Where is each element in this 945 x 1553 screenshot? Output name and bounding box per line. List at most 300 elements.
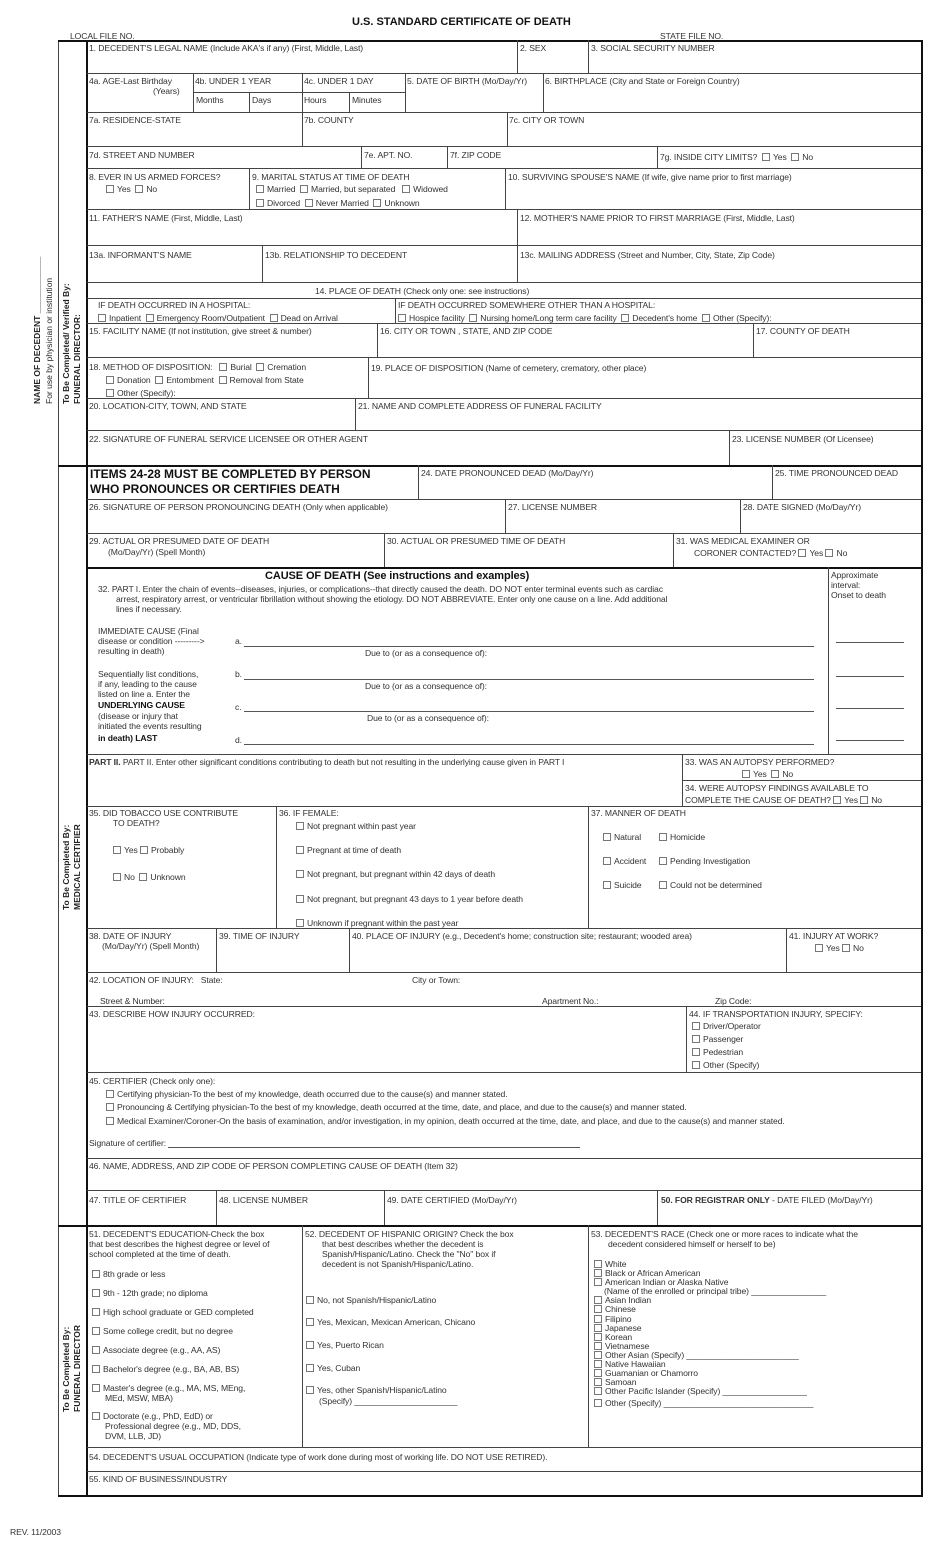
- checkbox[interactable]: [603, 833, 611, 841]
- rule: [786, 928, 787, 972]
- rule: [517, 40, 518, 73]
- rule: [87, 972, 921, 973]
- checkbox[interactable]: [92, 1289, 100, 1297]
- checkbox[interactable]: [92, 1365, 100, 1373]
- field-14-other: IF DEATH OCCURRED SOMEWHERE OTHER THAN A HOSPITAL:: [398, 300, 656, 310]
- rule: [349, 92, 350, 112]
- checkbox[interactable]: [594, 1351, 602, 1359]
- field-46-label: 46. NAME, ADDRESS, AND ZIP CODE OF PERSON COMPLETING CAUSE OF DEATH (Item 32): [89, 1161, 458, 1171]
- checkbox[interactable]: [833, 796, 841, 804]
- checkbox[interactable]: [659, 857, 667, 865]
- transport-other: Other (Specify): [692, 1060, 759, 1070]
- checkbox[interactable]: [771, 770, 779, 778]
- rule: [87, 282, 921, 283]
- rule: [87, 168, 921, 169]
- checkbox[interactable]: [106, 185, 114, 193]
- transport-pedestrian: Pedestrian: [692, 1047, 743, 1057]
- checkbox[interactable]: [256, 199, 264, 207]
- checkbox[interactable]: [621, 314, 629, 322]
- checkbox[interactable]: [742, 770, 750, 778]
- transport-passenger: Passenger: [692, 1034, 743, 1044]
- race-black: Black or African American: [594, 1269, 826, 1278]
- manner-cnbd: Could not be determined: [659, 880, 762, 890]
- rule: [87, 146, 921, 147]
- hispanic-5-sub: (Specify) ______________________: [319, 1396, 458, 1406]
- race-japanese: Japanese: [594, 1324, 826, 1333]
- checkbox[interactable]: [594, 1296, 602, 1304]
- field-7a-label: 7a. RESIDENCE-STATE: [89, 115, 181, 125]
- rule: [588, 40, 589, 73]
- field-9-row1: Married Married, but separated Widowed: [256, 184, 448, 194]
- revision-label: REV. 11/2003: [10, 1527, 61, 1537]
- field-31-sub: CORONER CONTACTED? Yes No: [694, 548, 848, 558]
- checkbox[interactable]: [106, 389, 114, 397]
- rule: [673, 533, 674, 567]
- checkbox[interactable]: [825, 549, 833, 557]
- race-other-pacific: Other Pacific Islander (Specify) __________________: [594, 1387, 826, 1396]
- line-d-input[interactable]: [244, 744, 814, 745]
- checkbox[interactable]: [594, 1387, 602, 1395]
- rule: [249, 168, 250, 209]
- manner-homicide: Homicide: [659, 832, 705, 842]
- sequential-6: initiated the events resulting: [98, 721, 202, 731]
- field-3-label: 3. SOCIAL SECURITY NUMBER: [591, 43, 715, 53]
- rule: [249, 92, 250, 112]
- rule: [368, 357, 369, 398]
- checkbox[interactable]: [92, 1346, 100, 1354]
- field-37-label: 37. MANNER OF DEATH: [591, 808, 686, 818]
- checkbox[interactable]: [594, 1333, 602, 1341]
- certifier-me-coroner: Medical Examiner/Coroner-On the basis of examination, and/or investigation, in my opinion, death occurred at the time, date, and place, and due to the cause(s) and manner stated.: [106, 1116, 785, 1126]
- rule: [87, 1471, 921, 1472]
- field-23-label: 23. LICENSE NUMBER (Of Licensee): [732, 434, 874, 444]
- field-9-row2: Divorced Never Married Unknown: [256, 198, 420, 208]
- checkbox[interactable]: [594, 1315, 602, 1323]
- checkbox[interactable]: [92, 1327, 100, 1335]
- due-to-1: Due to (or as a consequence of):: [365, 648, 487, 658]
- checkbox[interactable]: [594, 1260, 602, 1268]
- sequential-5: (disease or injury that: [98, 711, 178, 721]
- field-48-label: 48. LICENSE NUMBER: [219, 1195, 308, 1205]
- manner-accident: Accident: [603, 856, 646, 866]
- rule: [395, 298, 396, 323]
- checkbox[interactable]: [860, 796, 868, 804]
- checkbox[interactable]: [113, 873, 121, 881]
- checkbox[interactable]: [135, 185, 143, 193]
- line-b-input[interactable]: [244, 679, 814, 680]
- race-korean: Korean: [594, 1333, 826, 1342]
- field-47-label: 47. TITLE OF CERTIFIER: [89, 1195, 187, 1205]
- field-13a-label: 13a. INFORMANT'S NAME: [89, 250, 192, 260]
- rule: [193, 92, 405, 93]
- race-other: Other (Specify) ________________________________: [594, 1399, 826, 1408]
- sequential-2: if any, leading to the cause: [98, 679, 197, 689]
- checkbox[interactable]: [594, 1269, 602, 1277]
- field-52-sub-1: that best describes whether the decedent is: [322, 1239, 484, 1249]
- checkbox[interactable]: [296, 919, 304, 927]
- checkbox[interactable]: [306, 1318, 314, 1326]
- rule: [87, 1006, 921, 1007]
- field-9-label: 9. MARITAL STATUS AT TIME OF DEATH: [252, 172, 410, 182]
- field-24-label: 24. DATE PRONOUNCED DEAD (Mo/Day/Yr): [421, 468, 594, 478]
- field-8-options: Yes No: [106, 184, 157, 194]
- checkbox[interactable]: [594, 1378, 602, 1386]
- field-33-label: 33. WAS AN AUTOPSY PERFORMED?: [685, 757, 835, 767]
- checkbox[interactable]: [146, 314, 154, 322]
- sequential-7: in death) LAST: [98, 733, 158, 743]
- certifier-signature-input[interactable]: [168, 1147, 580, 1148]
- field-21-label: 21. NAME AND COMPLETE ADDRESS OF FUNERAL FACILITY: [358, 401, 602, 411]
- field-4c-hours: Hours: [304, 95, 327, 105]
- side-label-funeral-bottom-1: To Be Completed By:: [61, 1326, 71, 1412]
- approx-interval-1: Approximate: [831, 570, 879, 580]
- field-7b-label: 7b. COUNTY: [304, 115, 354, 125]
- frame-left: [58, 40, 59, 1496]
- checkbox[interactable]: [106, 1090, 114, 1098]
- field-18-row3: Other (Specify):: [106, 388, 176, 398]
- checkbox[interactable]: [594, 1399, 602, 1407]
- rule: [302, 1225, 303, 1447]
- rule: [505, 499, 506, 533]
- rule: [405, 73, 406, 112]
- race-guamanian: Guamanian or Chamorro: [594, 1369, 826, 1378]
- field-52-sub-2: Spanish/Hispanic/Latino. Check the "No" box if: [322, 1249, 496, 1259]
- rule: [87, 298, 921, 299]
- rule: [87, 567, 921, 569]
- field-34-sub: COMPLETE THE CAUSE OF DEATH? Yes No: [685, 795, 882, 805]
- race-hawaiian: Native Hawaiian: [594, 1360, 826, 1369]
- line-a-input[interactable]: [244, 646, 814, 647]
- approx-interval-2: interval:: [831, 580, 861, 590]
- field-53-sub: decedent considered himself or herself to be): [608, 1239, 776, 1249]
- checkbox[interactable]: [296, 822, 304, 830]
- rule: [686, 1006, 687, 1072]
- checkbox[interactable]: [106, 1103, 114, 1111]
- interval-d-input[interactable]: [836, 740, 904, 741]
- field-25-label: 25. TIME PRONOUNCED DEAD: [775, 468, 899, 478]
- part-1-instr-2: arrest, respiratory arrest, or ventricular fibrillation without showing the etiology. DO NOT ABBREVIATE. Enter only one cause on a line. Add additional: [116, 594, 668, 604]
- field-7d-label: 7d. STREET AND NUMBER: [89, 150, 195, 160]
- education-7-sub: MEd, MSW, MBA): [105, 1393, 173, 1403]
- checkbox[interactable]: [256, 363, 264, 371]
- checkbox[interactable]: [92, 1308, 100, 1316]
- checkbox[interactable]: [306, 1341, 314, 1349]
- checkbox[interactable]: [594, 1342, 602, 1350]
- rule: [87, 499, 418, 500]
- education-8: Doctorate (e.g., PhD, EdD) or: [92, 1411, 213, 1421]
- checkbox[interactable]: [155, 376, 163, 384]
- field-4c-minutes: Minutes: [352, 95, 382, 105]
- field-36-d: Not pregnant, but pregnant 43 days to 1 year before death: [296, 894, 523, 904]
- rule: [87, 533, 921, 534]
- field-11-label: 11. FATHER'S NAME (First, Middle, Last): [89, 213, 243, 223]
- field-53-label: 53. DECEDENT'S RACE (Check one or more races to indicate what the: [591, 1229, 858, 1239]
- checkbox[interactable]: [603, 857, 611, 865]
- checkbox[interactable]: [113, 846, 121, 854]
- checkbox[interactable]: [98, 314, 106, 322]
- checkbox[interactable]: [92, 1270, 100, 1278]
- sequential-3: listed on line a. Enter the: [98, 689, 190, 699]
- rule: [418, 499, 921, 500]
- field-30-label: 30. ACTUAL OR PRESUMED TIME OF DEATH: [387, 536, 566, 546]
- hispanic-4: Yes, Cuban: [306, 1363, 360, 1373]
- frame-right: [921, 40, 923, 1496]
- rule: [377, 323, 378, 357]
- education-5: Associate degree (e.g., AA, AS): [92, 1345, 220, 1355]
- field-44-label: 44. IF TRANSPORTATION INJURY, SPECIFY:: [689, 1009, 863, 1019]
- frame-top: [58, 40, 923, 42]
- checkbox[interactable]: [402, 185, 410, 193]
- rule: [87, 1072, 921, 1073]
- checkbox[interactable]: [305, 199, 313, 207]
- race-white: White: [594, 1260, 826, 1269]
- education-6: Bachelor's degree (e.g., BA, AB, BS): [92, 1364, 239, 1374]
- rule: [87, 1190, 921, 1191]
- rule: [216, 1190, 217, 1225]
- race-samoan: Samoan: [594, 1378, 826, 1387]
- rule: [87, 806, 921, 807]
- field-38-sub: (Mo/Day/Yr) (Spell Month): [102, 941, 200, 951]
- education-4: Some college credit, but no degree: [92, 1326, 233, 1336]
- checkbox[interactable]: [306, 1364, 314, 1372]
- checkbox[interactable]: [306, 1386, 314, 1394]
- checkbox[interactable]: [373, 199, 381, 207]
- race-list: [594, 1260, 826, 1409]
- field-7g-label: 7g. INSIDE CITY LIMITS? Yes No: [660, 152, 814, 162]
- field-16-label: 16. CITY OR TOWN , STATE, AND ZIP CODE: [380, 326, 553, 336]
- field-52-label: 52. DECEDENT OF HISPANIC ORIGIN? Check the box: [305, 1229, 514, 1239]
- side-label-funeral-bottom-2: FUNERAL DIRECTOR: [72, 1324, 82, 1412]
- race-filipino: Filipino: [594, 1315, 826, 1324]
- field-5-label: 5. DATE OF BIRTH (Mo/Day/Yr): [407, 76, 528, 86]
- rule: [87, 209, 921, 210]
- rule: [447, 146, 448, 168]
- field-28-label: 28. DATE SIGNED (Mo/Day/Yr): [743, 502, 861, 512]
- frame-inner-left: [86, 40, 88, 1496]
- checkbox[interactable]: [594, 1324, 602, 1332]
- field-4b-days: Days: [252, 95, 272, 105]
- manner-pending: Pending Investigation: [659, 856, 750, 866]
- side-label-name: NAME OF DECEDENT ____________: [32, 256, 42, 404]
- rule: [355, 398, 356, 430]
- apartment-label: Apartment No.:: [542, 996, 599, 1006]
- line-a-label: a.: [235, 636, 242, 646]
- zip-code-label: Zip Code:: [715, 996, 752, 1006]
- checkbox[interactable]: [798, 549, 806, 557]
- field-35-label: 35. DID TOBACCO USE CONTRIBUTE: [89, 808, 239, 818]
- sequential-1: Sequentially list conditions,: [98, 669, 199, 679]
- education-2: 9th - 12th grade; no diploma: [92, 1288, 208, 1298]
- checkbox[interactable]: [791, 153, 799, 161]
- education-3: High school graduate or GED completed: [92, 1307, 254, 1317]
- checkbox[interactable]: [594, 1360, 602, 1368]
- checkbox[interactable]: [219, 363, 227, 371]
- checkbox[interactable]: [140, 846, 148, 854]
- field-14-hospital-options: Inpatient Emergency Room/Outpatient Dead on Arrival: [98, 313, 338, 323]
- field-36-c: Not pregnant, but pregnant within 42 days of death: [296, 869, 495, 879]
- checkbox[interactable]: [594, 1305, 602, 1313]
- certifier-physician: Certifying physician-To the best of my knowledge, death occurred due to the cause(s) and manner stated.: [106, 1089, 508, 1099]
- field-10-label: 10. SURVIVING SPOUSE'S NAME (If wife, give name prior to first marriage): [508, 172, 792, 182]
- field-27-label: 27. LICENSE NUMBER: [508, 502, 597, 512]
- field-13c-label: 13c. MAILING ADDRESS (Street and Number, City, State, Zip Code): [520, 250, 775, 260]
- checkbox[interactable]: [92, 1412, 100, 1420]
- education-1: 8th grade or less: [92, 1269, 165, 1279]
- rule: [828, 567, 829, 754]
- field-4a-label: 4a. AGE-Last Birthday: [89, 76, 172, 86]
- section-divider-2: [58, 1225, 923, 1227]
- checkbox[interactable]: [300, 185, 308, 193]
- checkbox[interactable]: [762, 153, 770, 161]
- field-50-label: 50. FOR REGISTRAR ONLY - DATE FILED (Mo/Day/Yr): [661, 1195, 873, 1205]
- checkbox[interactable]: [594, 1278, 602, 1286]
- field-8-label: 8. EVER IN US ARMED FORCES?: [89, 172, 221, 182]
- field-45-label: 45. CERTIFIER (Check only one):: [89, 1076, 216, 1086]
- rule: [87, 323, 921, 324]
- checkbox[interactable]: [594, 1369, 602, 1377]
- part-1-instr-1: 32. PART I. Enter the chain of events--diseases, injuries, or complications--that directly caused the death. DO NOT enter terminal events such as cardiac: [98, 584, 663, 594]
- line-d-label: d.: [235, 735, 242, 745]
- line-c-input[interactable]: [244, 711, 814, 712]
- hispanic-1: No, not Spanish/Hispanic/Latino: [306, 1295, 436, 1305]
- field-15-label: 15. FACILITY NAME (If not institution, give street & number): [89, 326, 312, 336]
- rule: [729, 430, 730, 465]
- checkbox[interactable]: [659, 833, 667, 841]
- state-file-no-label: STATE FILE NO.: [660, 31, 724, 41]
- field-6-label: 6. BIRTHPLACE (City and State or Foreign Country): [545, 76, 740, 86]
- checkbox[interactable]: [469, 314, 477, 322]
- checkbox[interactable]: [603, 881, 611, 889]
- rule: [772, 465, 773, 499]
- interval-a-input[interactable]: [836, 642, 904, 643]
- race-tribe: (Name of the enrolled or principal tribe) ________________: [604, 1286, 827, 1297]
- side-label-medical-1: To Be Completed By:: [61, 824, 71, 910]
- manner-suicide: Suicide: [603, 880, 642, 890]
- rule: [517, 245, 518, 282]
- rule: [588, 806, 589, 928]
- field-51-sub-2: school completed at the time of death.: [89, 1249, 231, 1259]
- field-20-label: 20. LOCATION-CITY, TOWN, AND STATE: [89, 401, 247, 411]
- street-number-label: Street & Number:: [100, 996, 165, 1006]
- field-18-label: 18. METHOD OF DISPOSITION: Burial Cremation: [89, 362, 307, 372]
- hispanic-2: Yes, Mexican, Mexican American, Chicano: [306, 1317, 475, 1327]
- rule: [87, 928, 921, 929]
- checkbox[interactable]: [270, 314, 278, 322]
- field-17-label: 17. COUNTY OF DEATH: [756, 326, 850, 336]
- checkbox[interactable]: [306, 1296, 314, 1304]
- field-26-label: 26. SIGNATURE OF PERSON PRONOUNCING DEATH (Only when applicable): [89, 502, 388, 512]
- checkbox[interactable]: [692, 1048, 700, 1056]
- field-14-label: 14. PLACE OF DEATH (Check only one: see instructions): [315, 286, 530, 296]
- checkbox[interactable]: [398, 314, 406, 322]
- race-chinese: Chinese: [594, 1305, 826, 1314]
- field-18-row2: Donation Entombment Removal from State: [106, 375, 304, 385]
- field-41-label: 41. INJURY AT WORK?: [789, 931, 879, 941]
- field-7f-label: 7f. ZIP CODE: [450, 150, 502, 160]
- field-33-options: Yes No: [742, 769, 793, 779]
- checkbox[interactable]: [659, 881, 667, 889]
- field-22-label: 22. SIGNATURE OF FUNERAL SERVICE LICENSEE OR OTHER AGENT: [89, 434, 368, 444]
- rule: [87, 1158, 921, 1159]
- field-38-label: 38. DATE OF INJURY: [89, 931, 172, 941]
- checkbox[interactable]: [92, 1384, 100, 1392]
- sequential-4: UNDERLYING CAUSE: [98, 700, 185, 710]
- checkbox[interactable]: [296, 870, 304, 878]
- interval-b-input[interactable]: [836, 676, 904, 677]
- field-36-a: Not pregnant within past year: [296, 821, 416, 831]
- checkbox[interactable]: [815, 944, 823, 952]
- local-file-no-label: LOCAL FILE NO.: [70, 31, 135, 41]
- rule: [262, 245, 263, 282]
- line-c-label: c.: [235, 702, 242, 712]
- city-town-label: City or Town:: [412, 975, 461, 985]
- approx-interval-3: Onset to death: [831, 590, 886, 600]
- checkbox[interactable]: [702, 314, 710, 322]
- rule: [588, 1225, 589, 1447]
- rule: [349, 928, 350, 972]
- field-51-sub-1: that best describes the highest degree or level of: [89, 1239, 270, 1249]
- checkbox[interactable]: [296, 895, 304, 903]
- field-52-sub-3: decedent is not Spanish/Hispanic/Latino.: [322, 1259, 474, 1269]
- immediate-cause-3: resulting in death): [98, 646, 165, 656]
- field-7e-label: 7e. APT. NO.: [364, 150, 413, 160]
- race-aian: American Indian or Alaska Native: [594, 1278, 826, 1287]
- field-51-label: 51. DECEDENT'S EDUCATION-Check the box: [89, 1229, 265, 1239]
- field-4c-label: 4c. UNDER 1 DAY: [304, 76, 374, 86]
- field-13b-label: 13b. RELATIONSHIP TO DECEDENT: [265, 250, 408, 260]
- field-4b-label: 4b. UNDER 1 YEAR: [195, 76, 272, 86]
- rule: [302, 112, 303, 146]
- side-label-medical-2: MEDICAL CERTIFIER: [72, 824, 82, 910]
- side-label-funeral-top-2: FUNERAL DIRECTOR:: [72, 314, 82, 404]
- field-36-label: 36. IF FEMALE:: [279, 808, 339, 818]
- checkbox[interactable]: [139, 873, 147, 881]
- rule: [384, 1190, 385, 1225]
- rule: [505, 168, 506, 209]
- field-49-label: 49. DATE CERTIFIED (Mo/Day/Yr): [387, 1195, 517, 1205]
- hispanic-3: Yes, Puerto Rican: [306, 1340, 384, 1350]
- rule: [753, 323, 754, 357]
- rule: [87, 245, 921, 246]
- checkbox[interactable]: [106, 376, 114, 384]
- checkbox[interactable]: [692, 1061, 700, 1069]
- field-29-sub: (Mo/Day/Yr) (Spell Month): [108, 547, 206, 557]
- checkbox[interactable]: [296, 846, 304, 854]
- education-7: Master's degree (e.g., MA, MS, MEng,: [92, 1383, 245, 1393]
- rule: [87, 398, 921, 399]
- certifier-signature-label: Signature of certifier:: [89, 1138, 166, 1148]
- rule: [517, 209, 518, 245]
- checkbox[interactable]: [219, 376, 227, 384]
- checkbox[interactable]: [692, 1035, 700, 1043]
- checkbox[interactable]: [256, 185, 264, 193]
- interval-c-input[interactable]: [836, 708, 904, 709]
- rule: [276, 806, 277, 928]
- manner-natural: Natural: [603, 832, 641, 842]
- field-1-label: 1. DECEDENT'S LEGAL NAME (Include AKA's if any) (First, Middle, Last): [89, 43, 364, 53]
- rule: [87, 73, 921, 74]
- field-40-label: 40. PLACE OF INJURY (e.g., Decedent's home; construction site; restaurant; wooded area): [352, 931, 692, 941]
- checkbox[interactable]: [842, 944, 850, 952]
- rule: [418, 465, 419, 499]
- checkbox[interactable]: [692, 1022, 700, 1030]
- checkbox[interactable]: [106, 1117, 114, 1125]
- due-to-2: Due to (or as a consequence of):: [365, 681, 487, 691]
- field-36-e: Unknown if pregnant within the past year: [296, 918, 458, 928]
- field-7c-label: 7c. CITY OR TOWN: [509, 115, 585, 125]
- field-55-label: 55. KIND OF BUSINESS/INDUSTRY: [89, 1474, 228, 1484]
- rule: [87, 1447, 921, 1448]
